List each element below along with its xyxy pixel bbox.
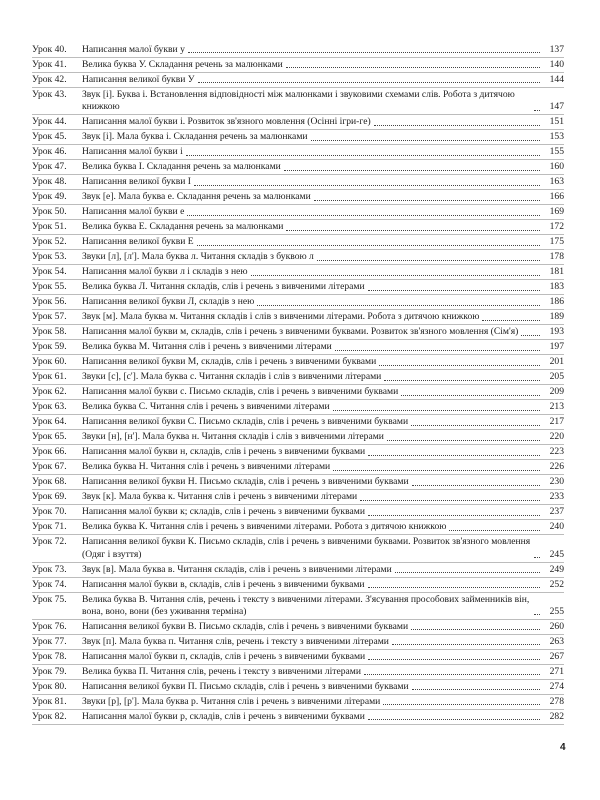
toc-entry xyxy=(32,220,564,235)
lesson-number: Урок 70. xyxy=(32,506,67,518)
lesson-page: 189 xyxy=(549,311,564,323)
lesson-page: 213 xyxy=(549,401,564,413)
dot-leader xyxy=(188,52,540,53)
lesson-page: 186 xyxy=(549,296,564,308)
lesson-number: Урок 80. xyxy=(32,681,67,693)
toc-entry-body xyxy=(82,281,564,293)
lesson-page: 144 xyxy=(549,73,564,85)
lesson-number: Урок 60. xyxy=(32,356,67,368)
lesson-number: Урок 44. xyxy=(32,116,67,128)
toc-entry xyxy=(32,250,564,265)
dot-leader xyxy=(534,110,540,111)
lesson-page: 169 xyxy=(549,206,564,218)
toc-entry-body xyxy=(82,89,564,114)
toc-entry-body xyxy=(82,206,564,218)
lesson-page: 274 xyxy=(549,681,564,693)
lesson-page: 193 xyxy=(549,326,564,338)
lesson-title: Звуки [н], [н']. Мала буква н. Читання складів і слів з вивченими літерами xyxy=(82,431,384,443)
lesson-title: Велика буква Н. Читання слів і речень з вивченими літерами xyxy=(82,461,331,473)
dot-leader xyxy=(412,485,540,486)
toc-entry xyxy=(32,578,564,593)
dot-leader xyxy=(449,530,540,531)
toc-entry xyxy=(32,475,564,490)
lesson-title: Написання великої букви Н. Письмо складів, слів і речень з вивченими буквами xyxy=(82,476,409,488)
lesson-title: Написання малої букви у xyxy=(82,43,185,55)
dot-leader xyxy=(333,410,540,411)
lesson-page: 223 xyxy=(549,446,564,458)
toc-entry xyxy=(32,370,564,385)
dot-leader xyxy=(383,704,540,705)
lesson-number: Урок 42. xyxy=(32,73,67,85)
lesson-page: 160 xyxy=(549,161,564,173)
toc-entry xyxy=(32,160,564,175)
toc-entry xyxy=(32,665,564,680)
dot-leader xyxy=(257,305,540,306)
toc-entry xyxy=(32,563,564,578)
toc-entry xyxy=(32,695,564,710)
lesson-title: Написання малої букви в, складів, слів і речень з вивченими буквами xyxy=(82,578,365,590)
lesson-page: 172 xyxy=(549,221,564,233)
lesson-page: 220 xyxy=(549,431,564,443)
toc-entry-body xyxy=(82,386,564,398)
dot-leader xyxy=(317,260,540,261)
lesson-page: 240 xyxy=(549,521,564,533)
lesson-page: 205 xyxy=(549,371,564,383)
toc-entry xyxy=(32,710,564,725)
toc-entry-body xyxy=(82,371,564,383)
lesson-page: 245 xyxy=(549,548,564,560)
toc-entry xyxy=(32,205,564,220)
lesson-page: 252 xyxy=(549,578,564,590)
dot-leader xyxy=(401,395,540,396)
toc-entry-body xyxy=(82,131,564,143)
toc-entry xyxy=(32,73,564,88)
dot-leader xyxy=(534,557,540,558)
toc-entry xyxy=(32,145,564,160)
lesson-number: Урок 45. xyxy=(32,131,67,143)
lesson-number: Урок 77. xyxy=(32,636,67,648)
toc-entry-body xyxy=(82,594,564,619)
lesson-number: Урок 41. xyxy=(32,58,67,70)
lesson-page: 217 xyxy=(549,416,564,428)
toc-entry-body xyxy=(82,461,564,473)
toc-entry-body xyxy=(82,536,564,561)
toc-entry xyxy=(32,130,564,145)
toc-entry-body xyxy=(82,161,564,173)
toc-entry xyxy=(32,490,564,505)
toc-entry xyxy=(32,635,564,650)
toc-entry-body xyxy=(82,191,564,203)
lesson-page: 263 xyxy=(549,636,564,648)
lesson-title: Написання великої букви П. Письмо складів, слів і речень з вивченими буквами xyxy=(82,681,409,693)
toc-entry xyxy=(32,415,564,430)
dot-leader xyxy=(368,587,540,588)
dot-leader xyxy=(187,215,540,216)
lesson-page: 151 xyxy=(549,116,564,128)
lesson-title: Велика буква Л. Читання складів, слів і речень з вивченими літерами xyxy=(82,281,365,293)
lesson-title: Написання малої букви с. Письмо складів, слів і речень з вивченими буквами xyxy=(82,386,399,398)
dot-leader xyxy=(198,82,540,83)
toc-entry-body xyxy=(82,401,564,413)
lesson-number: Урок 43. xyxy=(32,88,67,100)
toc-entry-body xyxy=(82,176,564,188)
lesson-number: Урок 79. xyxy=(32,666,67,678)
toc-entry xyxy=(32,340,564,355)
lesson-title: Звук [к]. Мала буква к. Читання слів і речень з вивченими літерами xyxy=(82,491,358,503)
dot-leader xyxy=(364,674,540,675)
lesson-number: Урок 81. xyxy=(32,696,67,708)
lesson-title: Написання малої букви р, складів, слів і речень з вивченими буквами xyxy=(82,711,365,723)
lesson-title: Велика буква К. Читання слів і речень з вивченими літерами. Робота з дитячою книжкою xyxy=(82,521,447,533)
lesson-title: Велика буква В. Читання слів, речень і тексту з вивченими літерами. З'ясування прособових займенників він, вона, воно, вони (без уживання терміна) xyxy=(82,593,530,618)
dot-leader xyxy=(314,200,540,201)
toc-entry-body xyxy=(82,666,564,678)
dot-leader xyxy=(197,245,540,246)
toc-entry-body xyxy=(82,621,564,633)
dot-leader xyxy=(521,335,540,336)
lesson-title: Написання великої букви С. Письмо складів, слів і речень з вивченими буквами xyxy=(82,416,409,428)
lesson-title: Звуки [л], [л']. Мала буква л. Читання складів з буквою л xyxy=(82,251,314,263)
lesson-title: Написання великої букви У xyxy=(82,73,195,85)
lesson-number: Урок 53. xyxy=(32,251,67,263)
lesson-number: Урок 63. xyxy=(32,401,67,413)
toc-entry xyxy=(32,115,564,130)
lesson-title: Звук [п]. Мала буква п. Читання слів, речень і тексту з вивченими літерами xyxy=(82,636,389,648)
lesson-number: Урок 57. xyxy=(32,311,67,323)
toc-entry-body xyxy=(82,59,564,71)
lesson-number: Урок 59. xyxy=(32,341,67,353)
toc-entry-body xyxy=(82,221,564,233)
lesson-page: 267 xyxy=(549,651,564,663)
lesson-number: Урок 68. xyxy=(32,476,67,488)
dot-leader xyxy=(411,425,540,426)
toc-entry xyxy=(32,58,564,73)
lesson-title: Велика буква С. Читання слів і речень з вивченими літерами xyxy=(82,401,330,413)
lesson-number: Урок 62. xyxy=(32,386,67,398)
lesson-page: 226 xyxy=(549,461,564,473)
lesson-title: Звук [і]. Мала буква і. Складання речень за малюнками xyxy=(82,131,308,143)
lesson-number: Урок 46. xyxy=(32,146,67,158)
toc-entry xyxy=(32,680,564,695)
toc-entry xyxy=(32,265,564,280)
lesson-title: Написання великої букви Л, складів з нею xyxy=(82,296,255,308)
lesson-title: Велика буква У. Складання речень за малюнками xyxy=(82,58,283,70)
lesson-page: 271 xyxy=(549,666,564,678)
lesson-page: 230 xyxy=(549,476,564,488)
lesson-title: Звуки [р], [р']. Мала буква р. Читання слів і речень з вивченими літерами xyxy=(82,696,381,708)
toc-entry-body xyxy=(82,491,564,503)
lesson-page: 140 xyxy=(549,58,564,70)
toc-entry xyxy=(32,445,564,460)
toc-entry-body xyxy=(82,446,564,458)
dot-leader xyxy=(392,644,540,645)
lesson-number: Урок 67. xyxy=(32,461,67,473)
toc-entry-body xyxy=(82,146,564,158)
lesson-page: 183 xyxy=(549,281,564,293)
toc-entry-body xyxy=(82,326,564,338)
table-of-contents xyxy=(32,43,564,725)
toc-entry xyxy=(32,190,564,205)
lesson-page: 175 xyxy=(549,236,564,248)
lesson-page: 278 xyxy=(549,696,564,708)
toc-entry-body xyxy=(82,74,564,86)
toc-entry-body xyxy=(82,681,564,693)
dot-leader xyxy=(333,470,540,471)
lesson-page: 153 xyxy=(549,131,564,143)
toc-entry-body xyxy=(82,431,564,443)
lesson-number: Урок 56. xyxy=(32,296,67,308)
dot-leader xyxy=(368,455,540,456)
lesson-number: Урок 71. xyxy=(32,521,67,533)
lesson-number: Урок 54. xyxy=(32,266,67,278)
dot-leader xyxy=(384,380,540,381)
toc-entry xyxy=(32,400,564,415)
lesson-title: Велика буква І. Складання речень за малюнками xyxy=(82,161,281,173)
lesson-number: Урок 55. xyxy=(32,281,67,293)
lesson-number: Урок 50. xyxy=(32,206,67,218)
dot-leader xyxy=(284,170,540,171)
toc-entry xyxy=(32,520,564,535)
toc-entry-body xyxy=(82,696,564,708)
lesson-number: Урок 82. xyxy=(32,711,67,723)
lesson-number: Урок 66. xyxy=(32,446,67,458)
toc-entry-body xyxy=(82,236,564,248)
lesson-page: 209 xyxy=(549,386,564,398)
toc-entry-body xyxy=(82,521,564,533)
toc-entry xyxy=(32,280,564,295)
lesson-number: Урок 58. xyxy=(32,326,67,338)
lesson-page: 155 xyxy=(549,146,564,158)
toc-entry xyxy=(32,620,564,635)
toc-entry xyxy=(32,43,564,58)
dot-leader xyxy=(379,365,540,366)
lesson-number: Урок 51. xyxy=(32,221,67,233)
lesson-title: Написання малої букви л і складів з нею xyxy=(82,266,248,278)
lesson-title: Звук [в]. Мала буква в. Читання складів, слів і речень з вивченими літерами xyxy=(82,563,392,575)
dot-leader xyxy=(368,719,540,720)
dot-leader xyxy=(387,440,540,441)
toc-entry-body xyxy=(82,311,564,323)
toc-entry xyxy=(32,88,564,115)
lesson-number: Урок 73. xyxy=(32,563,67,575)
lesson-page: 237 xyxy=(549,506,564,518)
lesson-number: Урок 65. xyxy=(32,431,67,443)
page-number: 4 xyxy=(560,742,566,753)
lesson-title: Написання великої букви Е xyxy=(82,236,194,248)
lesson-title: Звук [м]. Мала буква м. Читання складів і слів з вивченими літерами. Робота з дитячою книжкою xyxy=(82,311,480,323)
dot-leader xyxy=(194,185,540,186)
toc-entry xyxy=(32,175,564,190)
lesson-number: Урок 78. xyxy=(32,651,67,663)
toc-entry xyxy=(32,295,564,310)
dot-leader xyxy=(311,140,540,141)
lesson-number: Урок 40. xyxy=(32,43,67,55)
lesson-page: 163 xyxy=(549,176,564,188)
toc-entry-body xyxy=(82,341,564,353)
lesson-page: 260 xyxy=(549,621,564,633)
dot-leader xyxy=(411,629,540,630)
toc-entry-body xyxy=(82,116,564,128)
lesson-number: Урок 64. xyxy=(32,416,67,428)
lesson-title: Написання малої букви п, складів, слів і речень з вивченими буквами xyxy=(82,651,366,663)
lesson-page: 137 xyxy=(549,43,564,55)
toc-entry xyxy=(32,325,564,340)
dot-leader xyxy=(335,350,540,351)
lesson-title: Написання великої букви І xyxy=(82,176,191,188)
lesson-title: Написання малої букви і xyxy=(82,146,183,158)
lesson-title: Написання малої букви м, складів, слів і речень з вивченими буквами. Розвиток зв'язного мовлення (Сім'я) xyxy=(82,326,519,338)
lesson-page: 255 xyxy=(549,606,564,618)
toc-entry-body xyxy=(82,296,564,308)
dot-leader xyxy=(534,614,540,615)
dot-leader xyxy=(412,689,540,690)
lesson-title: Звуки [с], [с']. Мала буква с. Читання складів і слів з вивченими літерами xyxy=(82,371,382,383)
lesson-number: Урок 49. xyxy=(32,191,67,203)
toc-entry-body xyxy=(82,579,564,591)
lesson-page: 249 xyxy=(549,563,564,575)
lesson-page: 282 xyxy=(549,711,564,723)
lesson-page: 178 xyxy=(549,251,564,263)
lesson-number: Урок 72. xyxy=(32,536,67,548)
lesson-title: Написання малої букви і. Розвиток зв'язного мовлення (Осінні ігри-ге) xyxy=(82,116,371,128)
toc-entry xyxy=(32,460,564,475)
lesson-title: Звук [е]. Мала буква е. Складання речень за малюнками xyxy=(82,191,311,203)
lesson-number: Урок 75. xyxy=(32,593,67,605)
lesson-number: Урок 74. xyxy=(32,578,67,590)
lesson-number: Урок 52. xyxy=(32,236,67,248)
toc-entry-body xyxy=(82,356,564,368)
toc-entry-body xyxy=(82,476,564,488)
toc-entry-body xyxy=(82,506,564,518)
lesson-title: Велика буква Е. Складання речень за малюнками xyxy=(82,221,284,233)
toc-entry xyxy=(32,650,564,665)
toc-entry xyxy=(32,430,564,445)
dot-leader xyxy=(368,515,540,516)
toc-entry-body xyxy=(82,711,564,723)
dot-leader xyxy=(368,290,540,291)
lesson-number: Урок 47. xyxy=(32,161,67,173)
lesson-title: Звук [і]. Буква і. Встановлення відповідності між малюнками і звуковими схемами слів. Робота з дитячою книжкою xyxy=(82,88,515,113)
lesson-number: Урок 48. xyxy=(32,176,67,188)
lesson-title: Написання великої букви М, складів, слів і речень з вивченими буквами xyxy=(82,356,377,368)
lesson-title: Велика буква М. Читання слів і речень з вивченими літерами xyxy=(82,341,332,353)
dot-leader xyxy=(186,155,540,156)
lesson-page: 147 xyxy=(549,101,564,113)
dot-leader xyxy=(368,659,540,660)
lesson-title: Написання малої букви н, складів, слів і речень з вивченими буквами xyxy=(82,446,366,458)
lesson-title: Написання великої букви В. Письмо складів, слів і речень з вивченими буквами xyxy=(82,621,409,633)
toc-entry xyxy=(32,385,564,400)
toc-entry-body xyxy=(82,416,564,428)
dot-leader xyxy=(482,320,540,321)
lesson-title: Написання великої букви К. Письмо складів, слів і речень з вивченими буквами. Розвиток зв'язного мовлення (Одяг і взуття) xyxy=(82,536,531,560)
dot-leader xyxy=(251,275,540,276)
lesson-title: Велика буква П. Читання слів, речень і тексту з вивченими літерами xyxy=(82,666,361,678)
dot-leader xyxy=(286,67,540,68)
toc-entry xyxy=(32,535,564,562)
lesson-title: Написання малої букви к; складів, слів і речень з вивченими буквами xyxy=(82,506,365,518)
dot-leader xyxy=(374,125,540,126)
toc-entry-body xyxy=(82,251,564,263)
toc-entry-body xyxy=(82,564,564,576)
lesson-page: 201 xyxy=(549,356,564,368)
toc-entry xyxy=(32,505,564,520)
toc-entry xyxy=(32,310,564,325)
lesson-title: Написання малої букви е xyxy=(82,206,185,218)
lesson-page: 197 xyxy=(549,341,564,353)
lesson-number: Урок 61. xyxy=(32,371,67,383)
lesson-number: Урок 76. xyxy=(32,621,67,633)
dot-leader xyxy=(286,230,540,231)
toc-entry-body xyxy=(82,44,564,56)
toc-entry-body xyxy=(82,266,564,278)
lesson-page: 181 xyxy=(549,266,564,278)
toc-entry xyxy=(32,593,564,620)
lesson-page: 233 xyxy=(549,491,564,503)
dot-leader xyxy=(395,572,540,573)
lesson-page: 166 xyxy=(549,191,564,203)
toc-entry xyxy=(32,235,564,250)
toc-entry xyxy=(32,355,564,370)
lesson-number: Урок 69. xyxy=(32,491,67,503)
toc-entry-body xyxy=(82,651,564,663)
dot-leader xyxy=(360,500,540,501)
toc-entry-body xyxy=(82,636,564,648)
